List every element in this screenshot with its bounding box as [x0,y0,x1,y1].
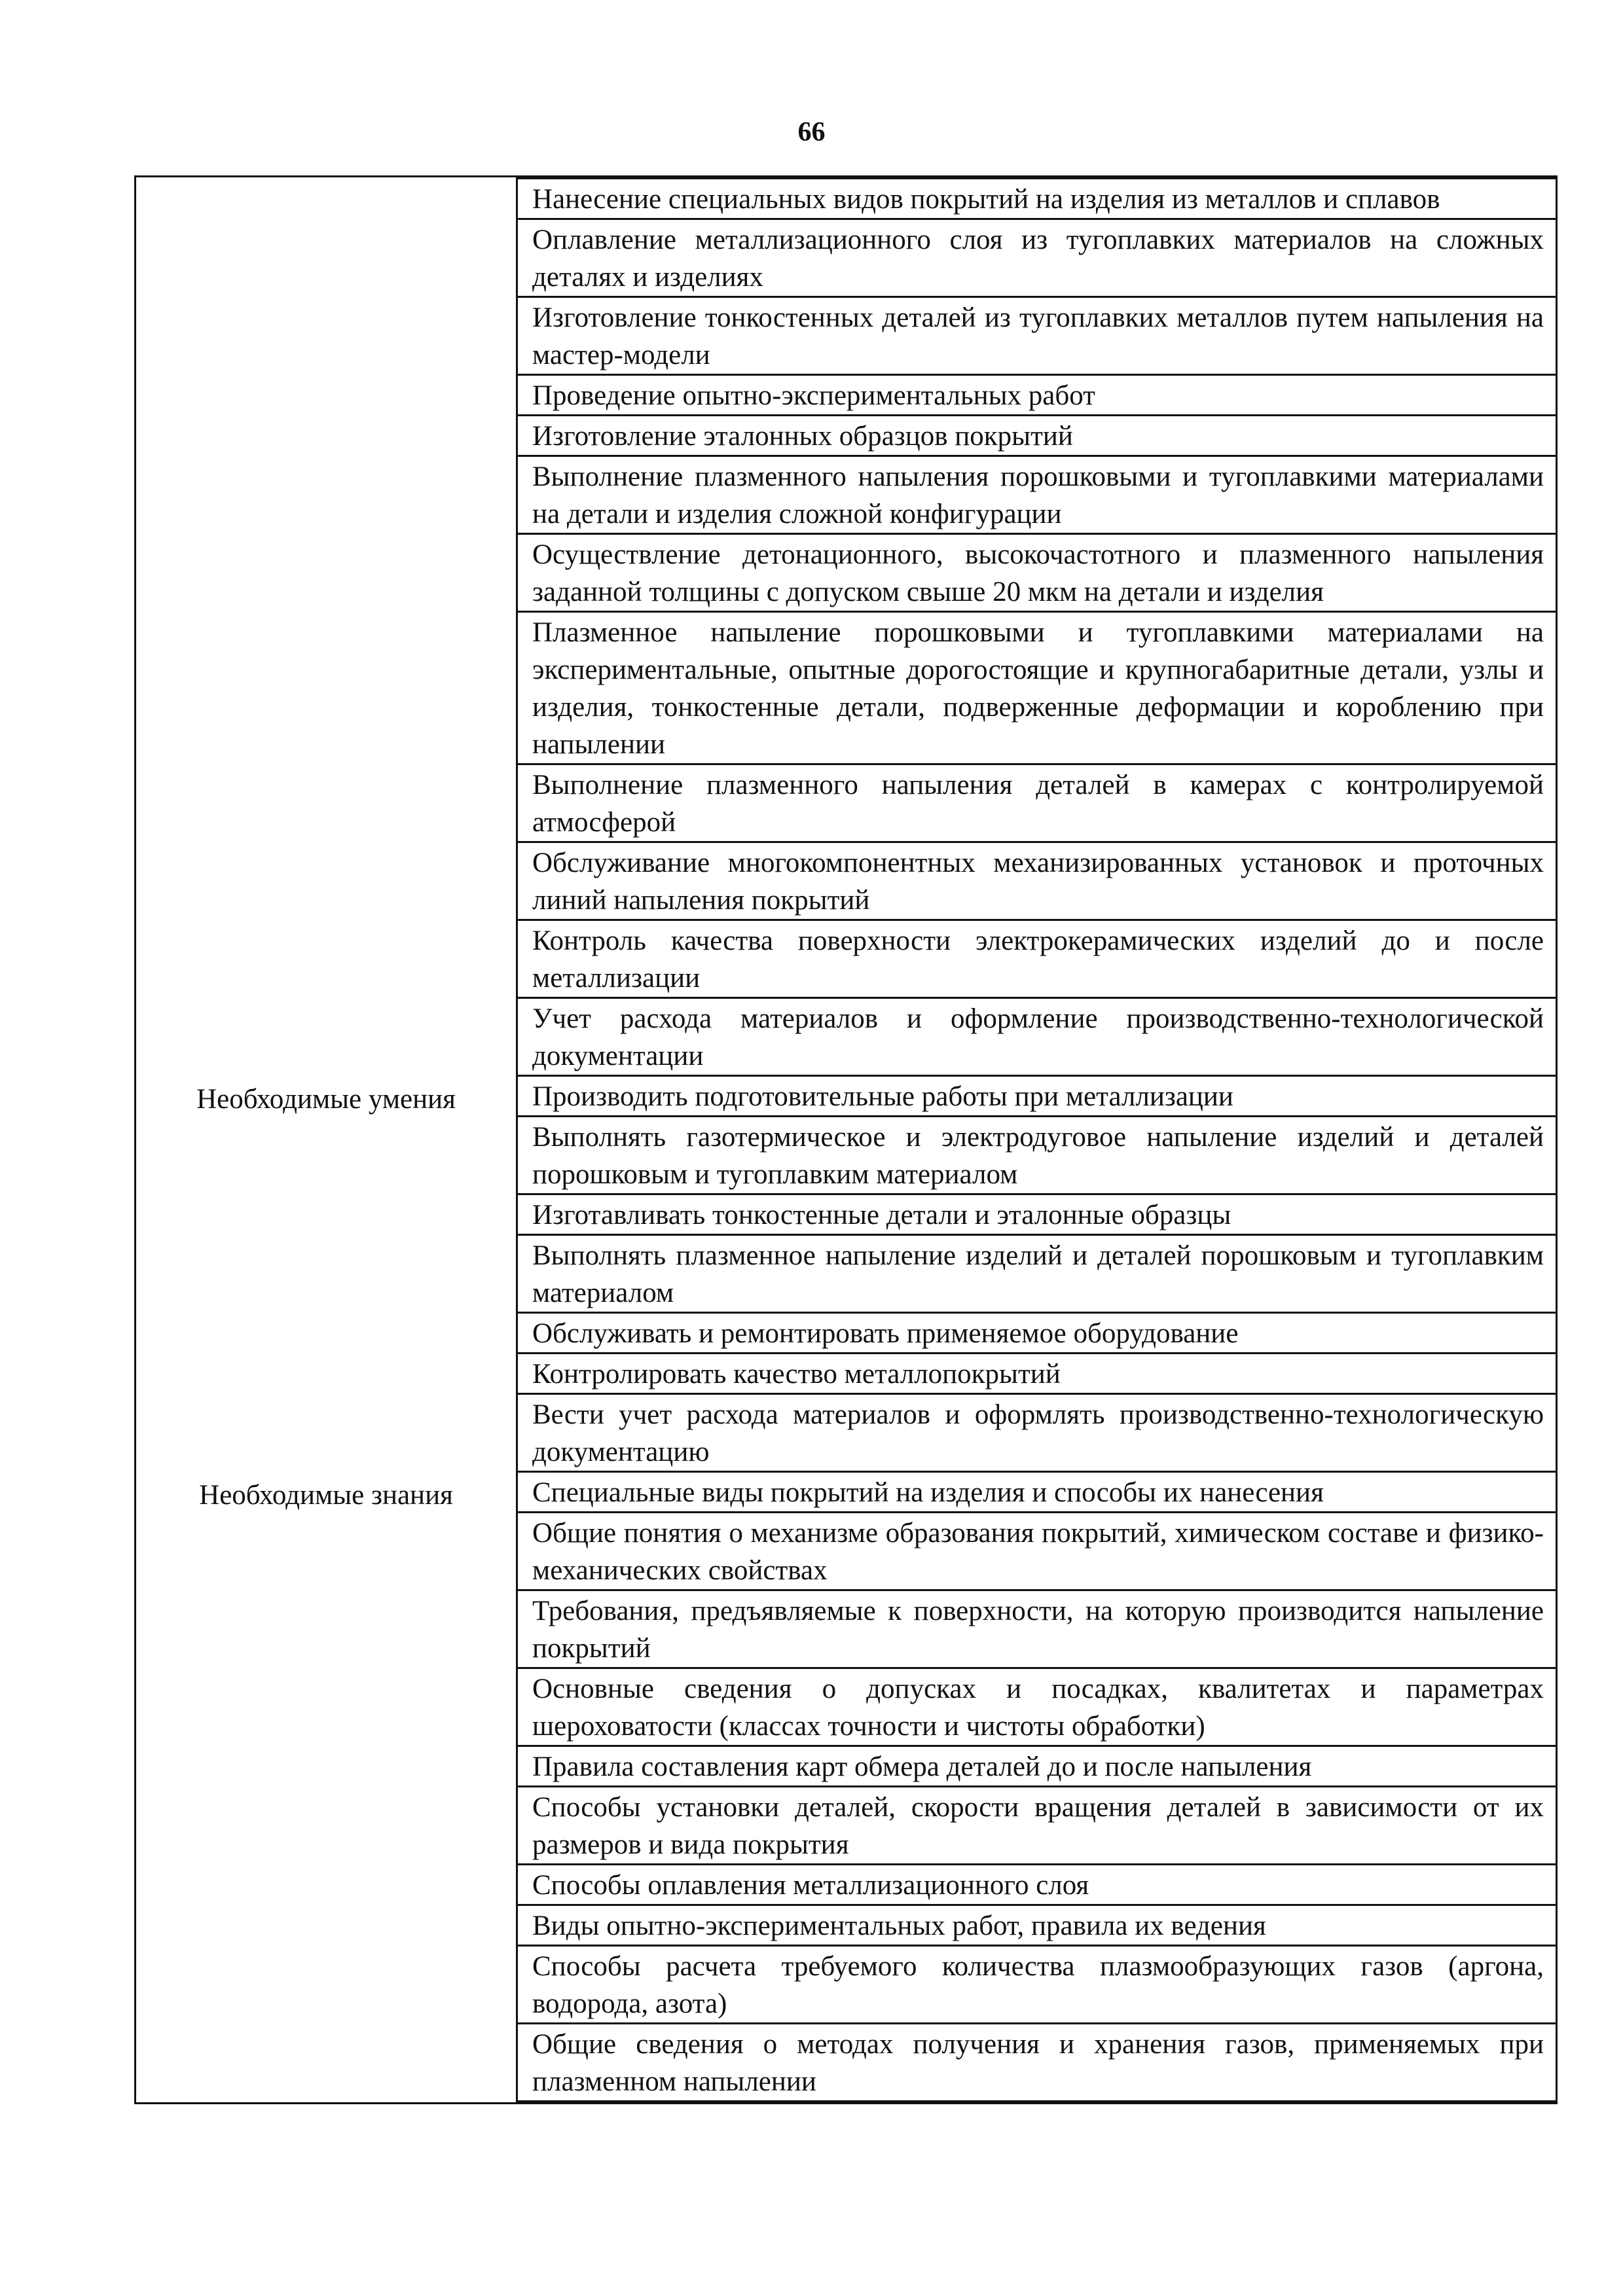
table-row: Оплавление металлизационного слоя из тугоплавких материалов на сложных деталях и изделиях [518,220,1556,298]
competency-table [134,175,1558,2104]
table-row: Способы установки деталей, скорости вращения деталей в зависимости от их размеров и вида покрытия [518,1787,1556,1865]
section-required-knowledge [134,1473,1558,2104]
table-row: Изготовление эталонных образцов покрытий [518,416,1556,457]
table-row: Способы расчета требуемого количества плазмообразующих газов (аргона, водорода, азота) [518,1946,1556,2024]
table-row: Выполнение плазменного напыления деталей в камерах с контролируемой атмосферой [518,765,1556,843]
table-row: Общие сведения о методах получения и хранения газов, применяемых при плазменном напылении [518,2024,1556,2102]
table-row: Способы оплавления металлизационного слоя [518,1865,1556,1906]
table-row: Обслуживать и ремонтировать применяемое оборудование [518,1314,1556,1354]
table-row: Вести учет расхода материалов и оформлять производственно-технологическую документацию [518,1395,1556,1473]
table-row: Правила составления карт обмера деталей до и после напыления [518,1747,1556,1787]
table-row: Осуществление детонационного, высокочастотного и плазменного напыления заданной толщины с допуском свыше 20 мкм на детали и изделия [518,535,1556,613]
section-items [516,1473,1558,2102]
section-required-skills [134,1077,1558,1473]
table-row: Нанесение специальных видов покрытий на изделия из металлов и сплавов [518,179,1556,220]
table-row: Основные сведения о допусках и посадках, квалитетах и параметрах шероховатости (классах точности и чистоты обработки) [518,1669,1556,1747]
table-row: Проведение опытно-экспериментальных работ [518,376,1556,416]
table-row: Изготовление тонкостенных деталей из тугоплавких металлов путем напыления на мастер-модели [518,298,1556,376]
section-items [516,1077,1558,1473]
section-label: Необходимые умения [196,1084,456,1115]
section-label: Необходимые знания [199,1480,453,1511]
table-row: Выполнение плазменного напыления порошковыми и тугоплавкими материалами на детали и изделия сложной конфигурации [518,457,1556,535]
table-row: Выполнять газотермическое и электродуговое напыление изделий и деталей порошковым и тугоплавким материалом [518,1117,1556,1195]
section-labour-actions [134,175,1558,1077]
table-row: Контролировать качество металлопокрытий [518,1354,1556,1395]
section-items [516,177,1558,1077]
table-row: Общие понятия о механизме образования покрытий, химическом составе и физико-механических свойствах [518,1513,1556,1591]
table-row: Производить подготовительные работы при металлизации [518,1077,1556,1117]
section-label [136,177,516,1077]
table-row: Плазменное напыление порошковыми и тугоплавкими материалами на экспериментальные, опытные дорогостоящие и крупногабаритные детали, узлы и изделия, тонкостенные детали, подверженные деформации и короблению при напылении [518,613,1556,765]
table-row: Изготавливать тонкостенные детали и эталонные образцы [518,1195,1556,1236]
table-row: Виды опытно-экспериментальных работ, правила их ведения [518,1906,1556,1946]
table-row: Контроль качества поверхности электрокерамических изделий до и после металлизации [518,921,1556,999]
table-row: Обслуживание многокомпонентных механизированных установок и проточных линий напыления покрытий [518,843,1556,921]
table-row: Выполнять плазменное напыление изделий и деталей порошковым и тугоплавким материалом [518,1236,1556,1314]
page-number: 66 [797,117,826,147]
table-row: Требования, предъявляемые к поверхности, на которую производится напыление покрытий [518,1591,1556,1669]
table-row: Учет расхода материалов и оформление производственно-технологической документации [518,999,1556,1077]
table-row: Специальные виды покрытий на изделия и способы их нанесения [518,1473,1556,1513]
